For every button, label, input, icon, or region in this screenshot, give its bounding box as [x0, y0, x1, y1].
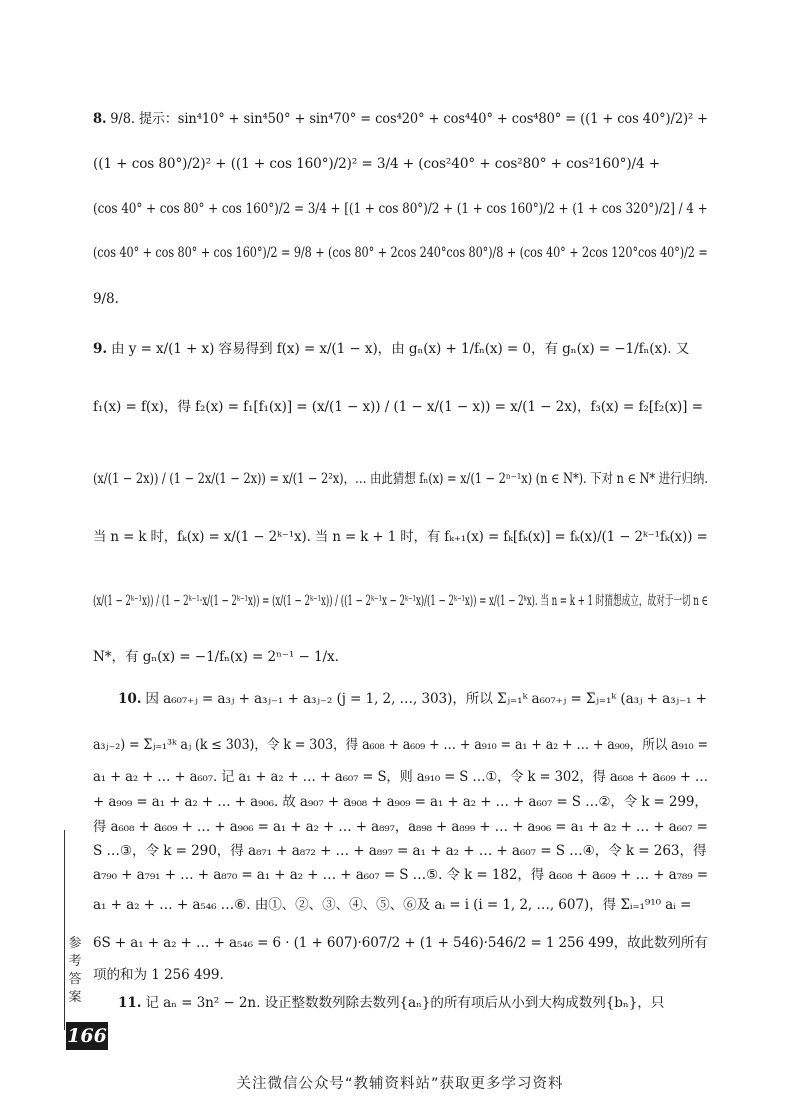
problem-10-line-4: + a₉₀₉ = a₁ + a₂ + … + a₉₀₆. 故 a₉₀₇ + a₉₀₈ + a₉₀₉ = a₁ + a₂ + … + a₆₀₇ = S …②，令 k = 299，	[93, 794, 708, 810]
problem-10-text-1: 因 a₆₀₇₊ⱼ = a₃ⱼ + a₃ⱼ₋₁ + a₃ⱼ₋₂ (j = 1, 2, …, 303)，所以 Σⱼ₌₁ᵏ a₆₀₇₊ⱼ = Σⱼ₌₁ᵏ (a₃ⱼ + a₃ⱼ₋₁ +	[145, 691, 707, 707]
problem-8-line-4: (cos 40° + cos 80° + cos 160°)/2 = 9/8 + (cos 80° + 2cos 240°cos 80°)/8 + (cos 40° + 2cos 120°cos 40°)/2 =	[93, 245, 708, 261]
problem-10-line-8: a₁ + a₂ + … + a₅₄₆ …⑥. 由①、②、③、④、⑤、⑥及 aᵢ = i (i = 1, 2, …, 607)，得 Σᵢ₌₁⁹¹⁰ aᵢ =	[93, 897, 692, 913]
page-number: 166	[66, 1022, 108, 1050]
problem-10-line-9: 6S + a₁ + a₂ + … + a₅₄₆ = 6 · (1 + 607)·607/2 + (1 + 546)·546/2 = 1 256 499，故此数列所有	[93, 935, 708, 951]
problem-10-line-7: a₇₉₀ + a₇₉₁ + … + a₈₇₀ = a₁ + a₂ + … + a₆₀₇ = S …⑤. 令 k = 182，得 a₆₀₈ + a₆₀₉ + … + a₇₈₉ =	[93, 867, 709, 883]
problem-8-line-3: (cos 40° + cos 80° + cos 160°)/2 = 3/4 + [(1 + cos 80°)/2 + (1 + cos 160°)/2 + (1 + cos 320°)/2] / 4 +	[93, 201, 708, 217]
problem-10-line-2: a₃ⱼ₋₂) = Σⱼ₌₁³ᵏ aⱼ (k ≤ 303)，令 k = 303，得 a₆₀₈ + a₆₀₉ + … + a₉₁₀ = a₁ + a₂ + … + a₉₀₉，所以 a₉₁₀ =	[93, 737, 708, 753]
problem-10-line-1	[118, 690, 708, 708]
problem-9-number: 9.	[93, 341, 107, 357]
problem-8-line-1	[93, 110, 709, 128]
problem-9-line-1	[93, 340, 708, 358]
problem-10-number: 10.	[118, 691, 142, 707]
footer-note: 关注微信公众号“教辅资料站”获取更多学习资料	[236, 1076, 564, 1092]
problem-9-line-4: 当 n = k 时，fₖ(x) = x/(1 − 2ᵏ⁻¹x). 当 n = k + 1 时，有 fₖ₊₁(x) = fₖ[fₖ(x)] = fₖ(x)/(1 − 2ᵏ⁻¹fₖ(x)) =	[93, 529, 708, 545]
problem-9-line-2: f₁(x) = f(x)，得 f₂(x) = f₁[f₁(x)] = (x/(1 − x)) / (1 − x/(1 − x)) = x/(1 − 2x)，f₃(x) = f₂[f₂(x)] =	[93, 399, 703, 415]
problem-9-line-3: (x/(1 − 2x)) / (1 − 2x/(1 − 2x)) = x/(1 − 2²x)，… 由此猜想 fₙ(x) = x/(1 − 2ⁿ⁻¹x) (n ∈ N*). 下对 n ∈ N* 进行归纳.	[93, 471, 708, 487]
problem-9-line-6: N*，有 gₙ(x) = −1/fₙ(x) = 2ⁿ⁻¹ − 1/x.	[93, 649, 339, 665]
section-side-label: 参考答案	[68, 936, 82, 1005]
problem-10-line-5: 得 a₆₀₈ + a₆₀₉ + … + a₉₀₆ = a₁ + a₂ + … + a₈₉₇，a₈₉₈ + a₈₉₉ + … + a₉₀₆ = a₁ + a₂ + … + a₆₀₇ =	[93, 819, 708, 835]
problem-11-line-1	[118, 994, 708, 1012]
problem-11-number: 11.	[118, 995, 142, 1011]
problem-8-text-1: 9/8. 提示：sin⁴10° + sin⁴50° + sin⁴70° = cos⁴20° + cos⁴40° + cos⁴80° = ((1 + cos 40°)/2)² +	[110, 111, 709, 127]
margin-rule	[64, 830, 65, 1030]
problem-11-text-1: 记 aₙ = 3n² − 2n. 设正整数数列除去数列{aₙ}的所有项后从小到大构成数列{bₙ}，只	[145, 995, 665, 1011]
problem-8-line-2: ((1 + cos 80°)/2)² + ((1 + cos 160°)/2)² = 3/4 + (cos²40° + cos²80° + cos²160°)/4 +	[93, 156, 661, 172]
problem-10-line-10: 项的和为 1 256 499.	[93, 967, 224, 983]
problem-8-number: 8.	[93, 111, 107, 127]
problem-10-line-6: S …③，令 k = 290，得 a₈₇₁ + a₈₇₂ + … + a₈₉₇ = a₁ + a₂ + … + a₆₀₇ = S …④，令 k = 263，得	[93, 843, 707, 859]
problem-10-line-3: a₁ + a₂ + … + a₆₀₇. 记 a₁ + a₂ + … + a₆₀₇ = S，则 a₉₁₀ = S …①，令 k = 302，得 a₆₀₈ + a₆₀₉ + …	[93, 769, 709, 785]
problem-9-text-1: 由 y = x/(1 + x) 容易得到 f(x) = x/(1 − x)，由 gₙ(x) + 1/fₙ(x) = 0，有 gₙ(x) = −1/fₙ(x). 又	[111, 341, 690, 357]
problem-8-line-5: 9/8.	[93, 291, 119, 307]
problem-9-line-5: (x/(1 − 2ᵏ⁻¹x)) / (1 − 2ᵏ⁻¹·x/(1 − 2ᵏ⁻¹x)) = (x/(1 − 2ᵏ⁻¹x)) / ((1 − 2ᵏ⁻¹x − 2ᵏ⁻¹x)/(1 − 2ᵏ⁻¹x)) = x/(1 − 2ᵏx). 当 n = k + 1 时猜想成立，故对于一切 n ∈	[93, 593, 708, 609]
